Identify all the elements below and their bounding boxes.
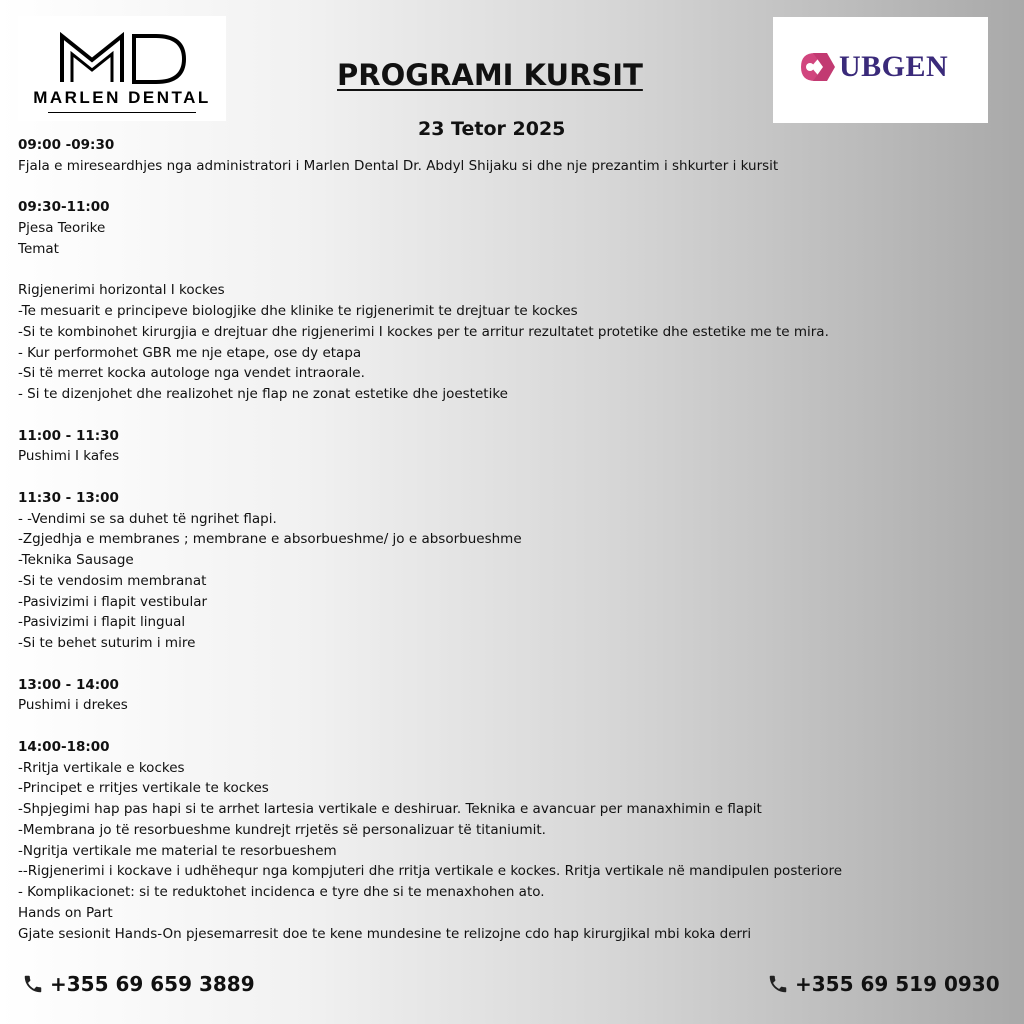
schedule-item: -Si te kombinohet kirurgjia e drejtuar dhe rigjenerimi I kockes per te arritur rezultatet protetike dhe estetike me te mira. bbox=[18, 323, 829, 340]
md-monogram-icon bbox=[58, 30, 188, 86]
marlen-dental-wordmark: MARLEN DENTAL bbox=[33, 88, 211, 107]
schedule-item: - Kur performohet GBR me nje etape, ose dy etapa bbox=[18, 344, 362, 361]
ubgen-logo bbox=[773, 17, 988, 123]
phone-contact-left[interactable] bbox=[22, 972, 255, 996]
schedule-item: --Rigjenerimi i kockave i udhëhequr nga kompjuteri dhe rritja vertikale e kockes. Rritja vertikale në mandipulen posteriore bbox=[18, 863, 843, 880]
schedule-item: - -Vendimi se sa duhet të ngrihet flapi. bbox=[18, 510, 277, 527]
blank-line bbox=[18, 405, 1008, 426]
schedule-time: 11:30 - 13:00 bbox=[18, 489, 119, 506]
schedule-item: -Te mesuarit e principeve biologjike dhe klinike te rigjenerimit te drejtuar te kockes bbox=[18, 303, 578, 319]
ubgen-wordmark: UBGEN bbox=[839, 50, 949, 83]
course-date: 23 Tetor 2025 bbox=[418, 118, 566, 140]
ubgen-mark-icon bbox=[797, 49, 837, 85]
schedule-item: - Si te dizenjohet dhe realizohet nje flap ne zonat estetike dhe joestetike bbox=[18, 386, 508, 402]
page-title: PROGRAMI KURSIT bbox=[337, 58, 643, 92]
blank-line bbox=[18, 467, 1008, 488]
logo-divider bbox=[48, 112, 196, 113]
schedule-item: -Si te behet suturim i mire bbox=[18, 635, 196, 651]
schedule-time: 13:00 - 14:00 bbox=[18, 676, 119, 693]
schedule-item: -Pasivizimi i flapit vestibular bbox=[18, 593, 208, 610]
schedule-item: Pushimi I kafes bbox=[18, 448, 120, 465]
schedule-time: 14:00-18:00 bbox=[18, 738, 110, 755]
schedule-item: Gjate sesionit Hands-On pjesemarresit doe te kene mundesine te relizojne cdo hap kirurgjikal mbi koka derri bbox=[18, 925, 752, 942]
schedule-item: -Si të merret kocka autologe nga vendet intraorale. bbox=[18, 365, 365, 382]
schedule-item: -Shpjegimi hap pas hapi si te arrhet lartesia vertikale e deshiruar. Teknika e avancuar per manaxhimin e flapit bbox=[18, 801, 762, 817]
schedule-time: 09:00 -09:30 bbox=[18, 137, 115, 153]
schedule-item: -Si te vendosim membranat bbox=[18, 572, 207, 589]
schedule-time: 09:30-11:00 bbox=[18, 199, 110, 216]
schedule-item: -Principet e rritjes vertikale te kockes bbox=[18, 780, 269, 797]
blank-line bbox=[18, 654, 1008, 675]
schedule-item: -Zgjedhja e membranes ; membrane e absorbueshme/ jo e absorbueshme bbox=[18, 531, 522, 548]
program-schedule bbox=[18, 135, 1008, 944]
phone-icon bbox=[22, 973, 44, 995]
blank-line bbox=[18, 716, 1008, 737]
marlen-dental-logo bbox=[18, 16, 226, 121]
schedule-item: -Rritja vertikale e kockes bbox=[18, 759, 185, 776]
schedule-item: -Ngritja vertikale me material te resorbueshem bbox=[18, 842, 337, 859]
schedule-item: - Komplikacionet: si te reduktohet incidenca e tyre dhe si te menaxhohen ato. bbox=[18, 884, 545, 900]
schedule-item: Fjala e mireseardhjes nga administratori i Marlen Dental Dr. Abdyl Shijaku si dhe nje prezantim i shkurter i kursit bbox=[18, 157, 779, 174]
schedule-item: -Teknika Sausage bbox=[18, 552, 134, 568]
schedule-item: Temat bbox=[18, 240, 59, 257]
phone-number-left: +355 69 659 3889 bbox=[50, 972, 255, 996]
schedule-item: -Membrana jo të resorbueshme kundrejt rrjetës së personalizuar të titaniumit. bbox=[18, 821, 546, 838]
blank-line bbox=[18, 177, 1008, 198]
blank-line bbox=[18, 260, 1008, 281]
phone-contact-right[interactable] bbox=[767, 972, 1000, 996]
phone-icon bbox=[767, 973, 789, 995]
schedule-item: Pjesa Teorike bbox=[18, 220, 106, 236]
schedule-time: 11:00 - 11:30 bbox=[18, 427, 119, 444]
schedule-item: -Pasivizimi i flapit lingual bbox=[18, 614, 186, 631]
schedule-item: Rigjenerimi horizontal I kockes bbox=[18, 282, 225, 299]
phone-number-right: +355 69 519 0930 bbox=[795, 972, 1000, 996]
schedule-item: Pushimi i drekes bbox=[18, 697, 128, 714]
schedule-item: Hands on Part bbox=[18, 904, 113, 921]
